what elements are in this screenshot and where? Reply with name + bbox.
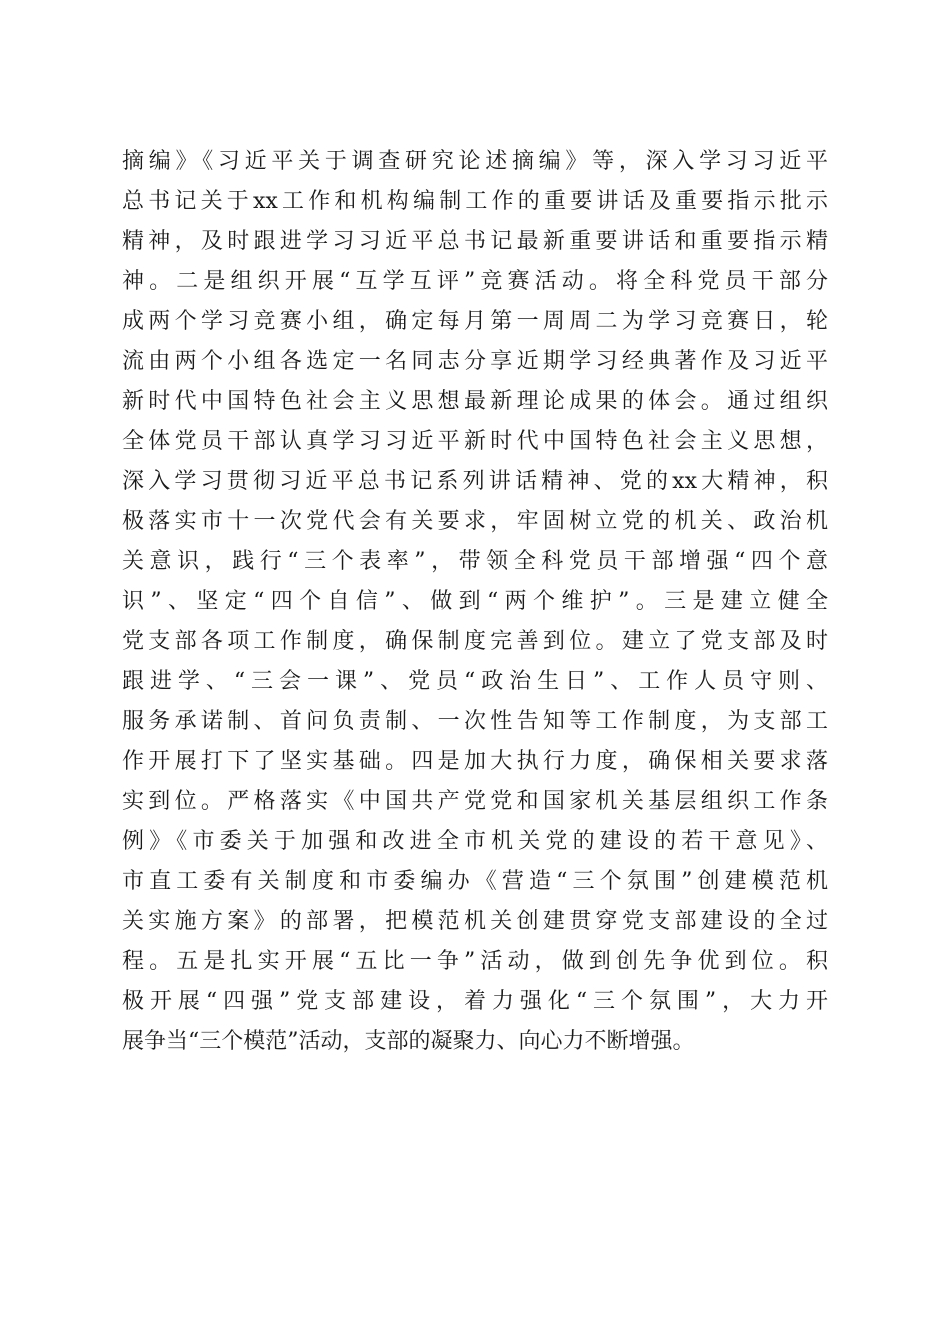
text-line: 极开展“四强”党支部建设，着力强化“三个氛围”，大力开 [122,989,828,1014]
text-line: 市直工委有关制度和市委编办《营造“三个氛围”创建模范机 [122,869,828,894]
text-line: 全体党员干部认真学习习近平新时代中国特色社会主义思想， [122,429,828,454]
text-line: 摘编》《习近平关于调查研究论述摘编》等，深入学习习近平 [122,149,828,174]
text-line: 成两个学习竞赛小组，确定每月第一周周二为学习竞赛日，轮 [122,309,828,334]
text-line: 神。二是组织开展“互学互评”竞赛活动。将全科党员干部分 [122,269,828,294]
text-line: 关实施方案》的部署，把模范机关创建贯穿党支部建设的全过 [122,909,828,934]
text-line: 精神，及时跟进学习习近平总书记最新重要讲话和重要指示精 [122,229,828,254]
text-line: 作开展打下了坚实基础。四是加大执行力度，确保相关要求落 [122,749,828,774]
text-line: 展争当“三个模范”活动，支部的凝聚力、向心力不断增强。 [122,1029,695,1054]
text-line: 程。五是扎实开展“五比一争”活动，做到创先争优到位。积 [122,949,828,974]
text-line: 党支部各项工作制度，确保制度完善到位。建立了党支部及时 [122,629,828,654]
text-line: 流由两个小组各选定一名同志分享近期学习经典著作及习近平 [122,349,828,374]
text-line: 极落实市十一次党代会有关要求，牢固树立党的机关、政治机 [122,509,828,534]
text-line: 跟进学、“三会一课”、党员“政治生日”、工作人员守则、 [122,669,828,694]
text-line: 新时代中国特色社会主义思想最新理论成果的体会。通过组织 [122,389,828,414]
text-line: 例》《市委关于加强和改进全市机关党的建设的若干意见》、 [122,829,828,854]
text-line: 深入学习贯彻习近平总书记系列讲话精神、党的xx大精神，积 [122,469,828,494]
text-line: 总书记关于xx工作和机构编制工作的重要讲话及重要指示批示 [122,189,828,214]
text-line: 识”、坚定“四个自信”、做到“两个维护”。三是建立健全 [122,589,828,614]
text-line: 关意识，践行“三个表率”，带领全科党员干部增强“四个意 [122,549,828,574]
text-line: 服务承诺制、首问负责制、一次性告知等工作制度，为支部工 [122,709,828,734]
text-line: 实到位。严格落实《中国共产党党和国家机关基层组织工作条 [122,789,828,814]
